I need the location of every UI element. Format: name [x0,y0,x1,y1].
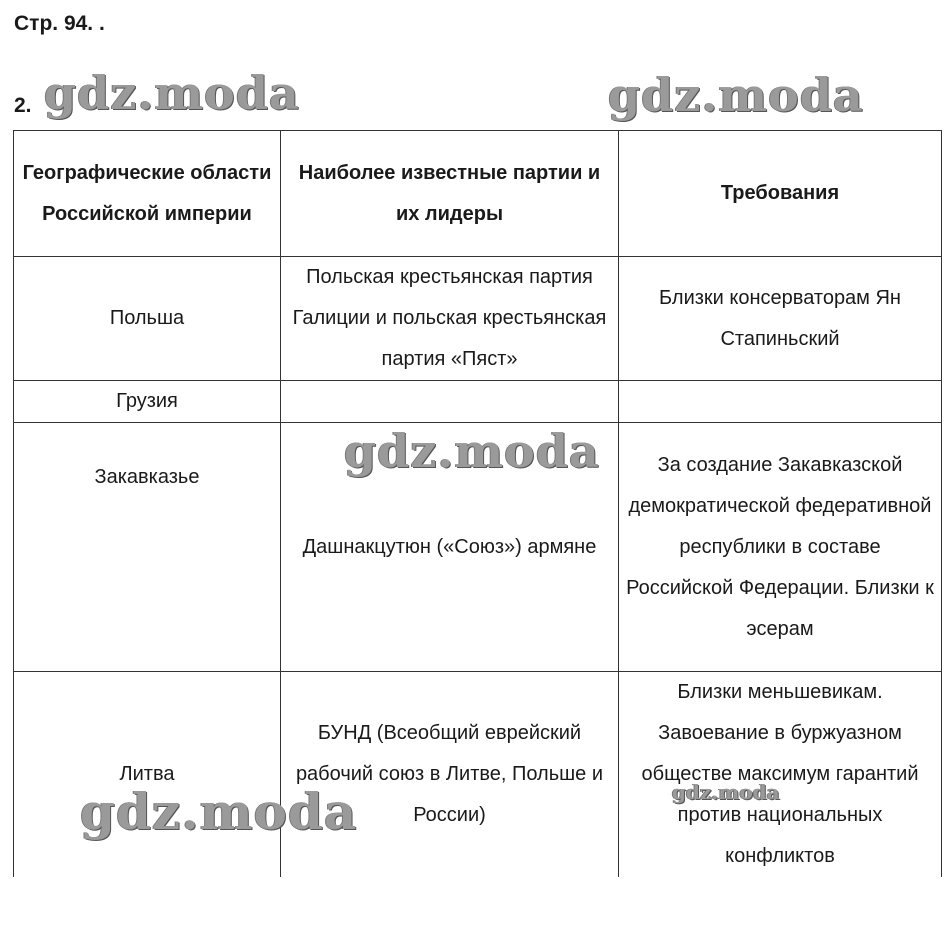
region-cell: Закавказье [14,423,281,672]
column-header-demands: Требования [619,131,942,257]
table-row [14,257,942,381]
region-cell: Грузия [14,381,281,423]
demands-cell [619,381,942,423]
table-row [14,423,942,672]
table-row [14,672,942,878]
column-header-parties: Наиболее известные партии и их лидеры [281,131,619,257]
parties-cell: Польская крестьянская партия Галиции и польская крестьянская партия «Пяст» [281,257,619,381]
parties-cell: Дашнакцутюн («Союз») армяне [281,423,619,672]
parties-cell: БУНД (Всеобщий еврейский рабочий союз в Литве, Польше и России) [281,672,619,878]
table-row [14,381,942,423]
column-header-regions: Географические области Российской империи [14,131,281,257]
watermark-logo: gdz.moda [344,424,600,478]
watermark-logo: gdz.moda [80,782,358,841]
demands-cell: За создание Закавказской демократической федеративной республики в составе Российской Федерации. Близки к эсерам [619,423,942,672]
region-cell: Литва [14,672,281,878]
demands-cell: Близки меньшевикам. Завоевание в буржуазном обществе максимум гарантий против национальных конфликтов [619,672,942,878]
table-header-row [14,131,942,257]
parties-cell [281,381,619,423]
task-number: 2. [14,94,32,117]
page-header: Стр. 94. . [14,12,105,35]
demands-cell: Близки консерваторам Ян Стапиньский [619,257,942,381]
region-cell: Польша [14,257,281,381]
watermark-logo: gdz.moda [44,66,300,120]
watermark-logo: gdz.moda [672,780,780,804]
watermark-logo: gdz.moda [608,68,864,122]
parties-table [13,130,942,877]
